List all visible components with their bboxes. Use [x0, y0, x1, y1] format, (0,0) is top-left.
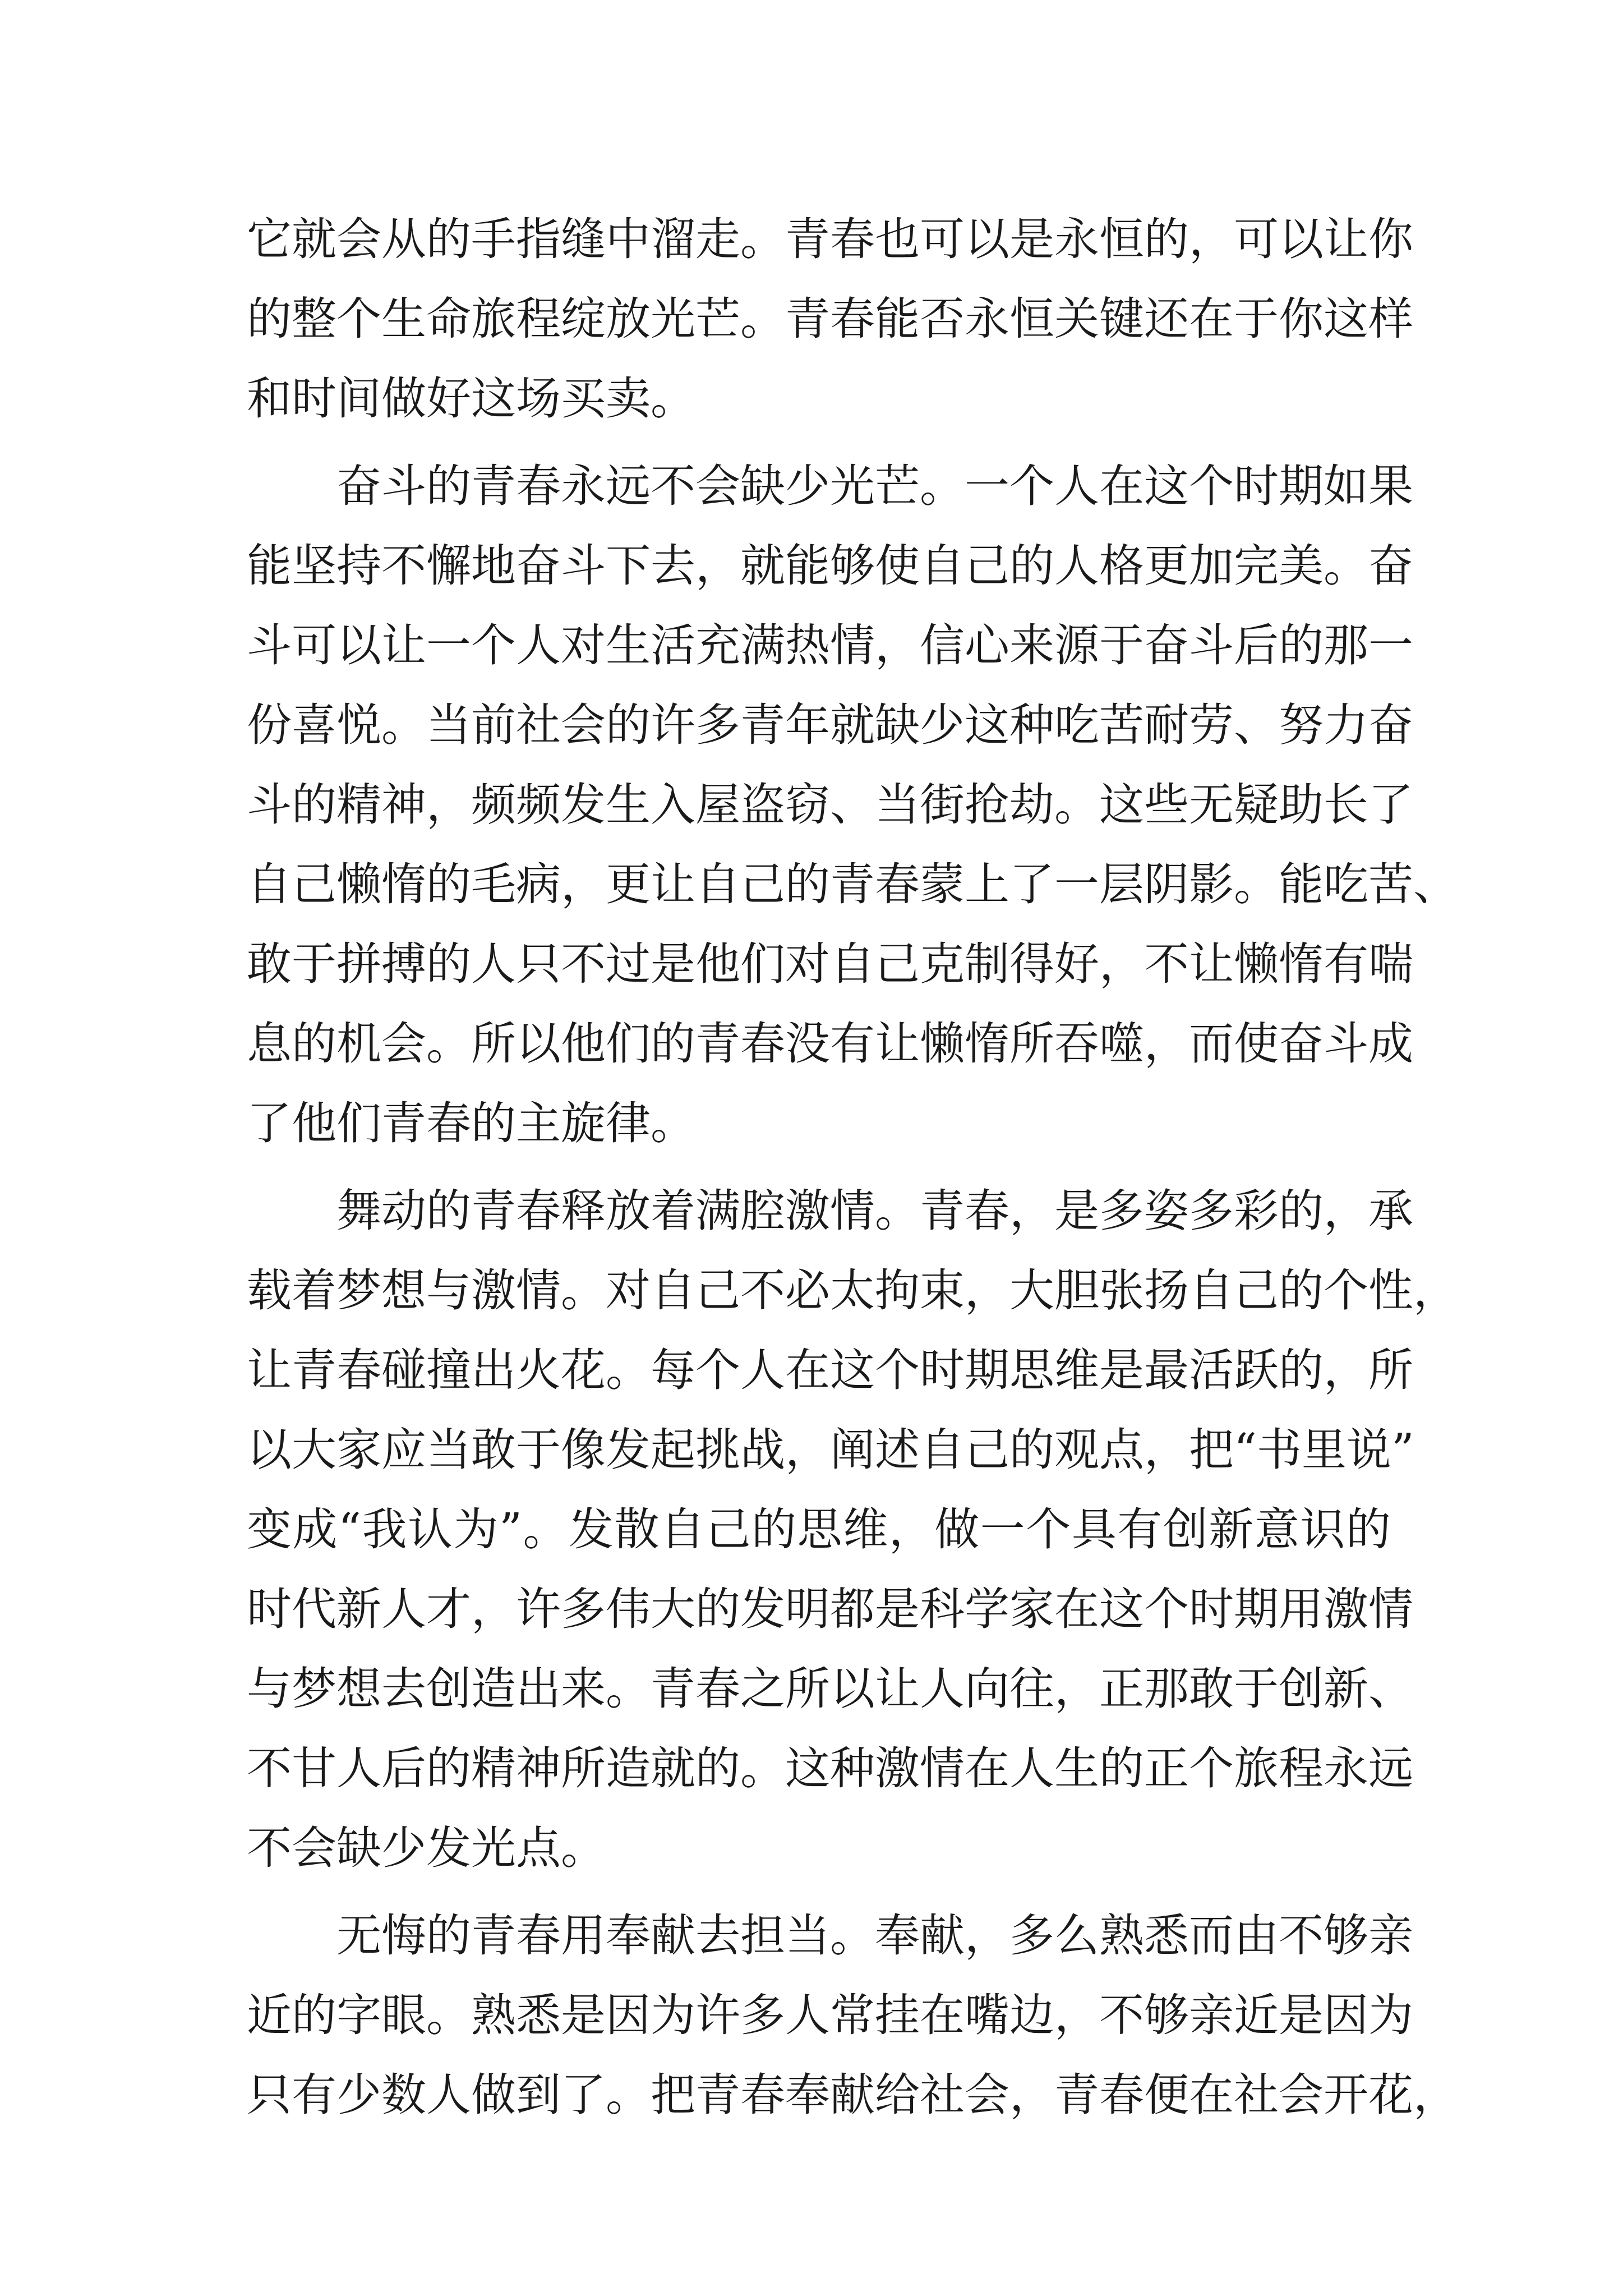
text-line: 无悔的青春用奉献去担当。奉献，多么熟悉而由不够亲	[336, 1910, 1413, 1962]
text-line: 斗的精神，频频发生入屋盗窃、当街抢劫。这些无疑助长了	[247, 779, 1413, 831]
text-line: 时代新人才，许多伟大的发明都是科学家在这个时期用激情	[247, 1583, 1413, 1635]
text-line: 奋斗的青春永远不会缺少光芒。一个人在这个时期如果	[336, 460, 1413, 512]
text-line: 敢于拼搏的人只不过是他们对自己克制得好，不让懒惰有喘	[247, 938, 1413, 990]
text-line: 息的机会。所以他们的青春没有让懒惰所吞噬，而使奋斗成	[247, 1018, 1413, 1070]
body-text	[247, 200, 1458, 2135]
text-line: 只有少数人做到了。把青春奉献给社会，青春便在社会开花，	[247, 2069, 1458, 2121]
paragraph-gap	[247, 1888, 1391, 1896]
paragraph-gap	[247, 439, 1391, 447]
text-line: 让青春碰撞出火花。每个人在这个时期思维是最活跃的，所	[247, 1344, 1413, 1396]
text-line: 与梦想去创造出来。青春之所以让人向往，正那敢于创新、	[247, 1663, 1413, 1715]
text-line: 不甘人后的精神所造就的。这种激情在人生的正个旅程永远	[247, 1742, 1413, 1795]
text-line: 了他们青春的主旋律。	[247, 1097, 695, 1149]
text-line: 自己懒惰的毛病，更让自己的青春蒙上了一层阴影。能吃苦、	[247, 858, 1458, 910]
text-line: 能坚持不懈地奋斗下去，就能够使自己的人格更加完美。奋	[247, 540, 1413, 592]
text-line: 的整个生命旅程绽放光芒。青春能否永恒关键还在于你这样	[247, 293, 1413, 345]
text-line: 以大家应当敢于像发起挑战，阐述自己的观点，把“书里说”	[247, 1424, 1414, 1476]
text-line: 份喜悦。当前社会的许多青年就缺少这种吃苦耐劳、努力奋	[247, 699, 1413, 751]
text-line: 和时间做好这场买卖。	[247, 372, 695, 425]
text-line: 近的字眼。熟悉是因为许多人常挂在嘴边，不够亲近是因为	[247, 1989, 1413, 2041]
text-line: 斗可以让一个人对生活充满热情，信心来源于奋斗后的那一	[247, 619, 1413, 671]
paragraph-gap	[247, 1163, 1391, 1171]
text-line: 载着梦想与激情。对自己不必太拘束，大胆张扬自己的个性，	[247, 1264, 1458, 1317]
text-line: 不会缺少发光点。	[247, 1822, 606, 1874]
text-line: 它就会从的手指缝中溜走。青春也可以是永恒的，可以让你	[247, 213, 1413, 265]
text-line: 舞动的青春释放着满腔激情。青春，是多姿多彩的，承	[336, 1185, 1413, 1237]
text-line: 变成“我认为”。发散自己的思维，做一个具有创新意识的	[247, 1503, 1391, 1556]
